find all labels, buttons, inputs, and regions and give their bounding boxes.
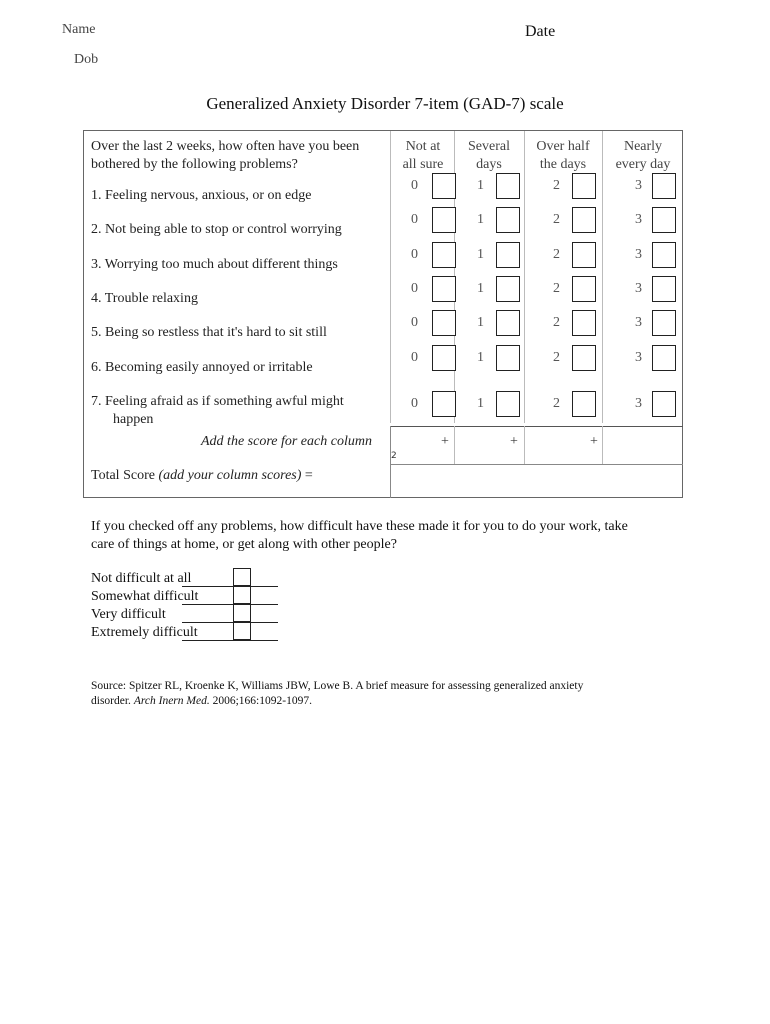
- score-value: 0: [411, 212, 418, 227]
- difficulty-option-label: Extremely difficult: [91, 625, 198, 640]
- score-value: 0: [411, 350, 418, 365]
- score-checkbox[interactable]: [496, 310, 520, 336]
- source-citation: Source: Spitzer RL, Kroenke K, Williams JBW, Lowe B. A brief measure for assessing generalized anxiety disorder. Arch Inern Med. 2006;166:1092-1097.: [91, 680, 584, 707]
- date-label: Date: [525, 23, 556, 40]
- score-value: 0: [411, 315, 418, 330]
- sum-bottom-line: [390, 464, 683, 465]
- score-value: 0: [411, 396, 418, 411]
- difficulty-answer-line: [182, 640, 278, 641]
- score-checkbox[interactable]: [496, 391, 520, 417]
- score-checkbox[interactable]: [496, 242, 520, 268]
- score-checkbox[interactable]: [496, 173, 520, 199]
- score-value: 1: [477, 247, 484, 262]
- difficulty-checkbox[interactable]: [233, 622, 251, 640]
- score-value: 3: [635, 396, 642, 411]
- difficulty-answer-line: [182, 586, 278, 587]
- score-checkbox[interactable]: [572, 345, 596, 371]
- score-checkbox[interactable]: [432, 310, 456, 336]
- score-value: 2: [553, 212, 560, 227]
- score-value: 2: [553, 396, 560, 411]
- score-checkbox[interactable]: [572, 207, 596, 233]
- score-checkbox[interactable]: [496, 207, 520, 233]
- difficulty-checkbox[interactable]: [233, 568, 251, 586]
- sum-divider: [602, 426, 603, 464]
- score-value: 1: [477, 396, 484, 411]
- column-header-over-half: Over half the days: [536, 139, 590, 172]
- score-checkbox[interactable]: [432, 345, 456, 371]
- score-value: 3: [635, 212, 642, 227]
- score-value: 2: [553, 281, 560, 296]
- difficulty-checkbox[interactable]: [233, 604, 251, 622]
- column-header-several-days: Several days: [468, 139, 510, 172]
- score-checkbox[interactable]: [432, 242, 456, 268]
- sum-top-line: [390, 426, 683, 427]
- page-title: Generalized Anxiety Disorder 7-item (GAD-7) scale: [206, 94, 564, 113]
- score-value: 0: [411, 281, 418, 296]
- plus-sign: +: [510, 434, 518, 449]
- column-divider: [390, 131, 391, 423]
- score-value: 3: [635, 350, 642, 365]
- sum-left-line: [390, 426, 391, 498]
- item-label: 4. Trouble relaxing: [91, 291, 198, 306]
- score-value: 2: [553, 247, 560, 262]
- difficulty-question: If you checked off any problems, how difficult have these made it for you to do your work, take care of things at home, or get along with other people?: [91, 519, 628, 552]
- score-checkbox[interactable]: [496, 276, 520, 302]
- item-label: 5. Being so restless that it's hard to sit still: [91, 325, 327, 340]
- score-value: 3: [635, 247, 642, 262]
- column-divider: [524, 131, 525, 423]
- column-header-not-at-all: Not at all sure: [402, 139, 444, 172]
- score-value: 1: [477, 212, 484, 227]
- score-checkbox[interactable]: [432, 391, 456, 417]
- difficulty-option-label: Somewhat difficult: [91, 589, 199, 604]
- score-checkbox[interactable]: [572, 242, 596, 268]
- score-value: 0: [411, 178, 418, 193]
- score-checkbox[interactable]: [652, 310, 676, 336]
- score-value: 1: [477, 350, 484, 365]
- total-score-label: Total Score (add your column scores) =: [91, 468, 313, 483]
- table-question: Over the last 2 weeks, how often have you been bothered by the following problems?: [91, 139, 360, 172]
- score-checkbox[interactable]: [652, 276, 676, 302]
- column-divider: [602, 131, 603, 423]
- score-checkbox[interactable]: [496, 345, 520, 371]
- score-checkbox[interactable]: [572, 173, 596, 199]
- score-value: 1: [477, 315, 484, 330]
- score-value: 3: [635, 281, 642, 296]
- column-header-nearly-every-day: Nearly every day: [615, 139, 671, 172]
- name-label: Name: [62, 22, 96, 37]
- difficulty-checkbox[interactable]: [233, 586, 251, 604]
- item-label: 6. Becoming easily annoyed or irritable: [91, 360, 313, 375]
- score-checkbox[interactable]: [652, 207, 676, 233]
- plus-sign: +: [441, 434, 449, 449]
- score-value: 2: [553, 178, 560, 193]
- score-checkbox[interactable]: [572, 276, 596, 302]
- score-value: 3: [635, 315, 642, 330]
- plus-sign: +: [590, 434, 598, 449]
- dob-label: Dob: [74, 52, 99, 67]
- difficulty-option-label: Very difficult: [91, 607, 166, 622]
- score-checkbox[interactable]: [432, 207, 456, 233]
- score-checkbox[interactable]: [432, 173, 456, 199]
- item-label: 1. Feeling nervous, anxious, or on edge: [91, 188, 312, 203]
- score-checkbox[interactable]: [652, 173, 676, 199]
- item-label: 2. Not being able to stop or control worrying: [91, 222, 342, 237]
- score-checkbox[interactable]: [652, 391, 676, 417]
- score-value: 2: [553, 315, 560, 330]
- add-score-label: Add the score for each column: [201, 434, 372, 449]
- score-checkbox[interactable]: [572, 391, 596, 417]
- sum-divider: [524, 426, 525, 464]
- score-checkbox[interactable]: [652, 345, 676, 371]
- score-value: 1: [477, 281, 484, 296]
- score-checkbox[interactable]: [432, 276, 456, 302]
- difficulty-option-label: Not difficult at all: [91, 571, 192, 586]
- difficulty-answer-line: [182, 604, 278, 605]
- score-value: 0: [411, 247, 418, 262]
- difficulty-answer-line: [182, 622, 278, 623]
- small-mark: 2: [391, 451, 397, 461]
- score-value: 3: [635, 178, 642, 193]
- score-checkbox[interactable]: [572, 310, 596, 336]
- sum-divider: [454, 426, 455, 464]
- score-value: 1: [477, 178, 484, 193]
- score-checkbox[interactable]: [652, 242, 676, 268]
- score-value: 2: [553, 350, 560, 365]
- item-label: 7. Feeling afraid as if something awful might happen: [91, 394, 344, 427]
- item-label: 3. Worrying too much about different things: [91, 257, 338, 272]
